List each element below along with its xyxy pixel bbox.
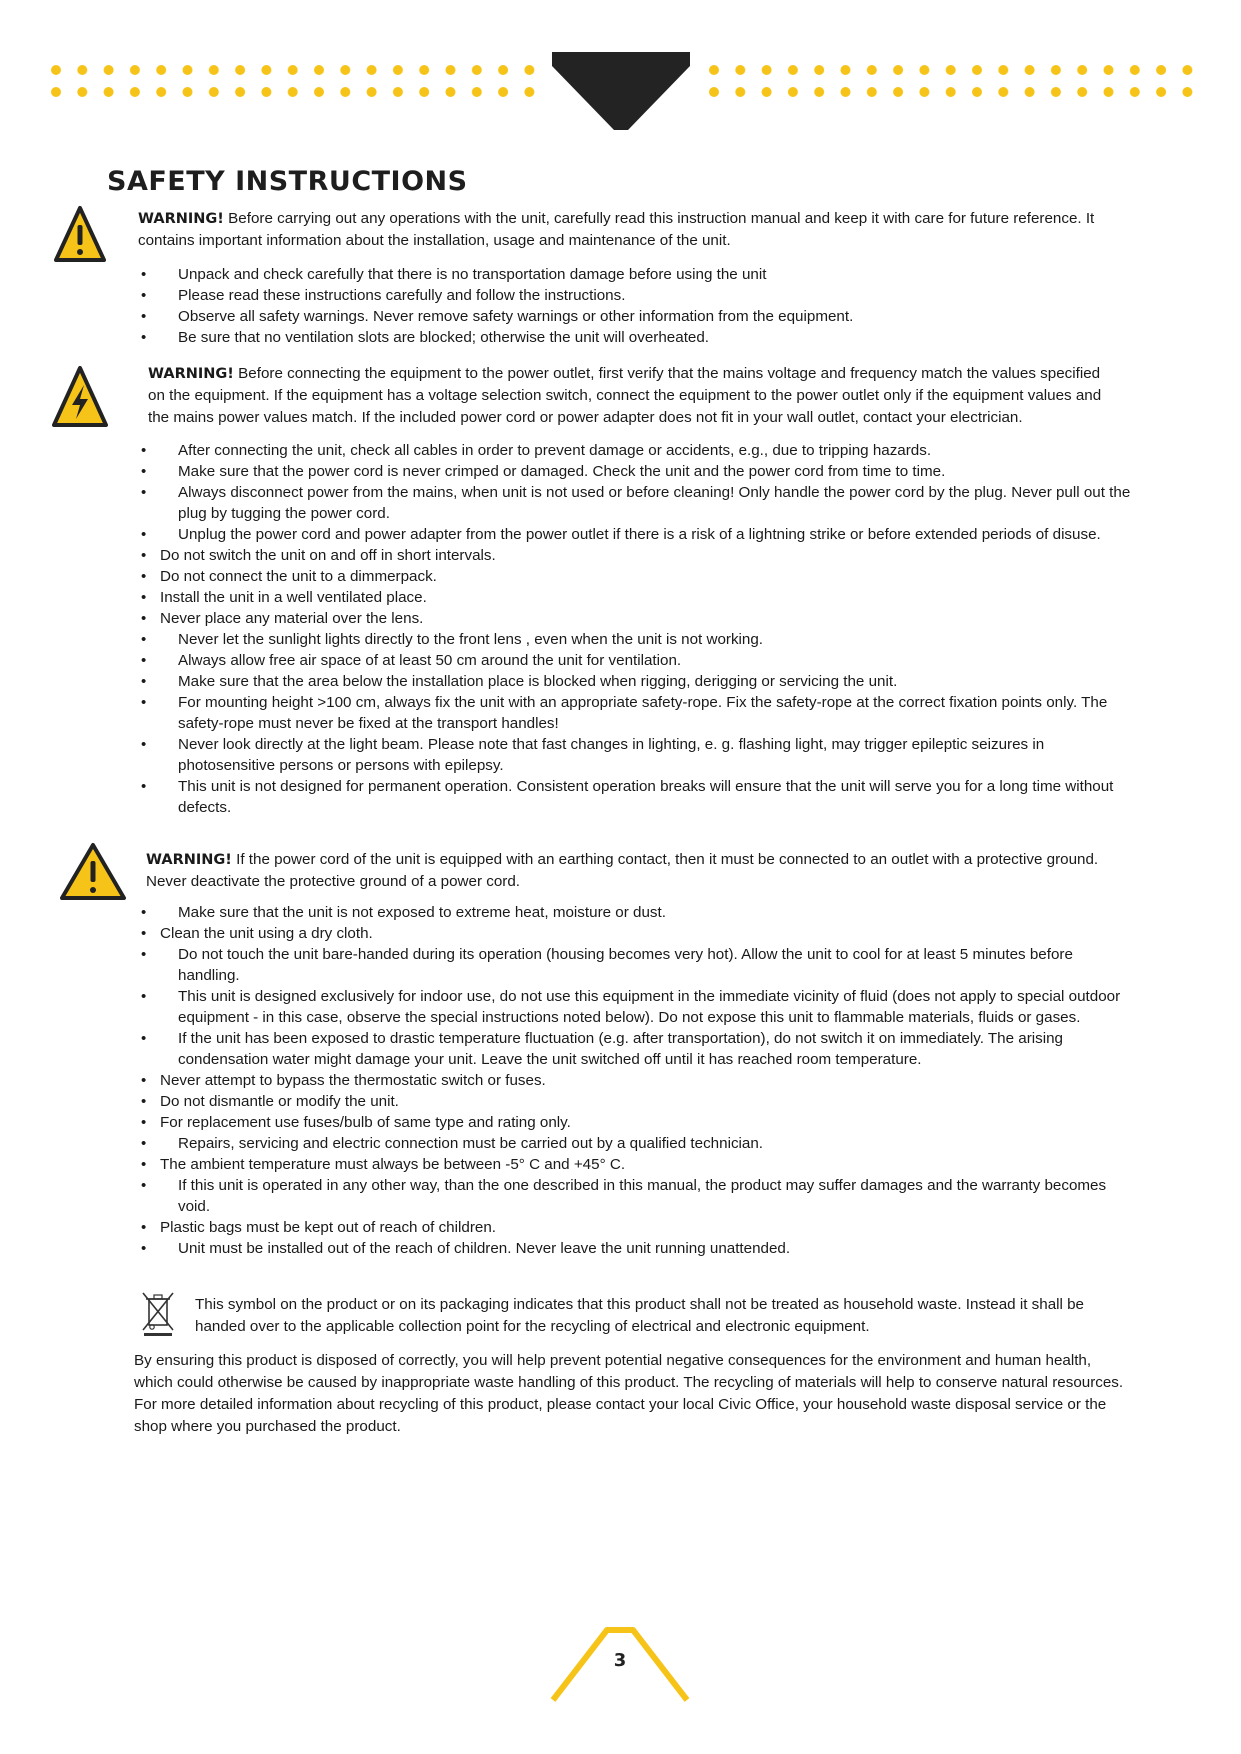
list-item: • If the unit has been exposed to drastic temperature fluctuation (e.g. after transportation), do not switch it on immediately. The arising condensation water might damage your unit. Leave the unit switched off until it has reached room temperature. bbox=[141, 1028, 1131, 1070]
warning-3 bbox=[146, 849, 1106, 893]
list-item: • Please read these instructions carefully and follow the instructions. bbox=[141, 285, 1131, 306]
list-item: • Plastic bags must be kept out of reach of children. bbox=[141, 1217, 1131, 1238]
list-item: • If this unit is operated in any other way, than the one described in this manual, the product may suffer damages and the warranty becomes void. bbox=[141, 1175, 1131, 1217]
list-item: • Clean the unit using a dry cloth. bbox=[141, 923, 1131, 944]
list-item: • Never place any material over the lens. bbox=[141, 608, 1131, 629]
list-item: • After connecting the unit, check all cables in order to prevent damage or accidents, e.g., due to tripping hazards. bbox=[141, 440, 1131, 461]
list-item: • Repairs, servicing and electric connection must be carried out by a qualified technician. bbox=[141, 1133, 1131, 1154]
list-item: • Never let the sunlight lights directly to the front lens , even when the unit is not working. bbox=[141, 629, 1131, 650]
list-item: • Unplug the power cord and power adapter from the power outlet if there is a risk of a lightning strike or before extended periods of disuse. bbox=[141, 524, 1131, 545]
list-item: • Always disconnect power from the mains, when unit is not used or before cleaning! Only handle the power cord by the plug. Never pull out the plug by tugging the power cord. bbox=[141, 482, 1131, 524]
safety-list-3 bbox=[141, 902, 1131, 1259]
list-item: • Do not dismantle or modify the unit. bbox=[141, 1091, 1131, 1112]
list-item: • Never attempt to bypass the thermostatic switch or fuses. bbox=[141, 1070, 1131, 1091]
page-number: 3 bbox=[613, 1650, 627, 1671]
header-dots-left bbox=[50, 64, 542, 104]
warning-1 bbox=[138, 208, 1098, 252]
warning-2-label: WARNING! bbox=[148, 366, 234, 382]
warning-3-label: WARNING! bbox=[146, 852, 232, 868]
list-item: • Unit must be installed out of the reach of children. Never leave the unit running unattended. bbox=[141, 1238, 1131, 1259]
list-item: • Be sure that no ventilation slots are blocked; otherwise the unit will overheated. bbox=[141, 327, 1131, 348]
list-item: • Make sure that the unit is not exposed to extreme heat, moisture or dust. bbox=[141, 902, 1131, 923]
list-item: • Make sure that the area below the installation place is blocked when rigging, derigging or servicing the unit. bbox=[141, 671, 1131, 692]
list-item: • Unpack and check carefully that there is no transportation damage before using the unit bbox=[141, 264, 1131, 285]
warning-1-text: Before carrying out any operations with the unit, carefully read this instruction manual and keep it with care for future reference. It contains important information about the installation, usage and maintenance of the unit. bbox=[138, 210, 1095, 249]
list-item: • Do not connect the unit to a dimmerpack. bbox=[141, 566, 1131, 587]
list-item: • This unit is not designed for permanent operation. Consistent operation breaks will ensure that the unit will serve you for a long time without defects. bbox=[141, 776, 1131, 818]
weee-notice: This symbol on the product or on its packaging indicates that this product shall not be treated as household waste. Instead it shall be handed over to the applicable collection point for the recycling of electrical and electronic equipment. bbox=[195, 1296, 1084, 1335]
list-item: • Do not touch the unit bare-handed during its operation (housing becomes very hot). Allow the unit to cool for at least 5 minutes before handling. bbox=[141, 944, 1131, 986]
list-item: • Make sure that the power cord is never crimped or damaged. Check the unit and the power cord from time to time. bbox=[141, 461, 1131, 482]
list-item: • Always allow free air space of at least 50 cm around the unit for ventilation. bbox=[141, 650, 1131, 671]
weee-crossed-bin-icon bbox=[140, 1290, 176, 1338]
page-title: SAFETY INSTRUCTIONS bbox=[107, 166, 468, 197]
warning-triangle-icon bbox=[54, 205, 106, 265]
list-item: • The ambient temperature must always be between -5° C and +45° C. bbox=[141, 1154, 1131, 1175]
warning-2-text: Before connecting the equipment to the power outlet, first verify that the mains voltage and frequency match the values specified on the equipment. If the equipment has a voltage selection switch, connect the equipment to the power outlet only if the equipment values and the mains power values match. If the included power cord or power adapter does not fit in your wall outlet, contact your electrician. bbox=[148, 365, 1102, 426]
list-item: • Install the unit in a well ventilated place. bbox=[141, 587, 1131, 608]
header-triangle-icon bbox=[552, 52, 690, 132]
list-item: • For mounting height >100 cm, always fix the unit with an appropriate safety-rope. Fix the safety-rope at the correct fixation points only. The safety-rope must never be fixed at the transport handles! bbox=[141, 692, 1131, 734]
header-dots-right bbox=[708, 64, 1200, 104]
safety-list-2 bbox=[141, 440, 1131, 818]
list-item: • Never look directly at the light beam. Please note that fast changes in lighting, e. g. flashing light, may trigger epileptic seizures in photosensitive persons or persons with epilepsy. bbox=[141, 734, 1131, 776]
disposal-paragraph: By ensuring this product is disposed of correctly, you will help prevent potential negative consequences for the environment and human health, which could otherwise be caused by inappropriate waste handling of this product. The recycling of materials will help to conserve natural resources. For more detailed information about recycling of this product, please contact your local Civic Office, your household waste disposal service or the shop where you purchased the product. bbox=[134, 1352, 1124, 1435]
list-item: • Do not switch the unit on and off in short intervals. bbox=[141, 545, 1131, 566]
warning-triangle-icon bbox=[59, 842, 127, 902]
list-item: • Observe all safety warnings. Never remove safety warnings or other information from the equipment. bbox=[141, 306, 1131, 327]
list-item: • For replacement use fuses/bulb of same type and rating only. bbox=[141, 1112, 1131, 1133]
warning-1-label: WARNING! bbox=[138, 211, 224, 227]
safety-list-1 bbox=[141, 264, 1131, 348]
warning-2 bbox=[148, 363, 1110, 429]
list-item: • This unit is designed exclusively for indoor use, do not use this equipment in the immediate vicinity of fluid (does not apply to special outdoor equipment - in this case, observe the special instructions noted below). Do not expose this unit to flammable materials, fluids or gases. bbox=[141, 986, 1131, 1028]
electric-hazard-icon bbox=[51, 365, 109, 431]
warning-3-text: If the power cord of the unit is equipped with an earthing contact, then it must be connected to an outlet with a protective ground. Never deactivate the protective ground of a power cord. bbox=[146, 851, 1099, 890]
